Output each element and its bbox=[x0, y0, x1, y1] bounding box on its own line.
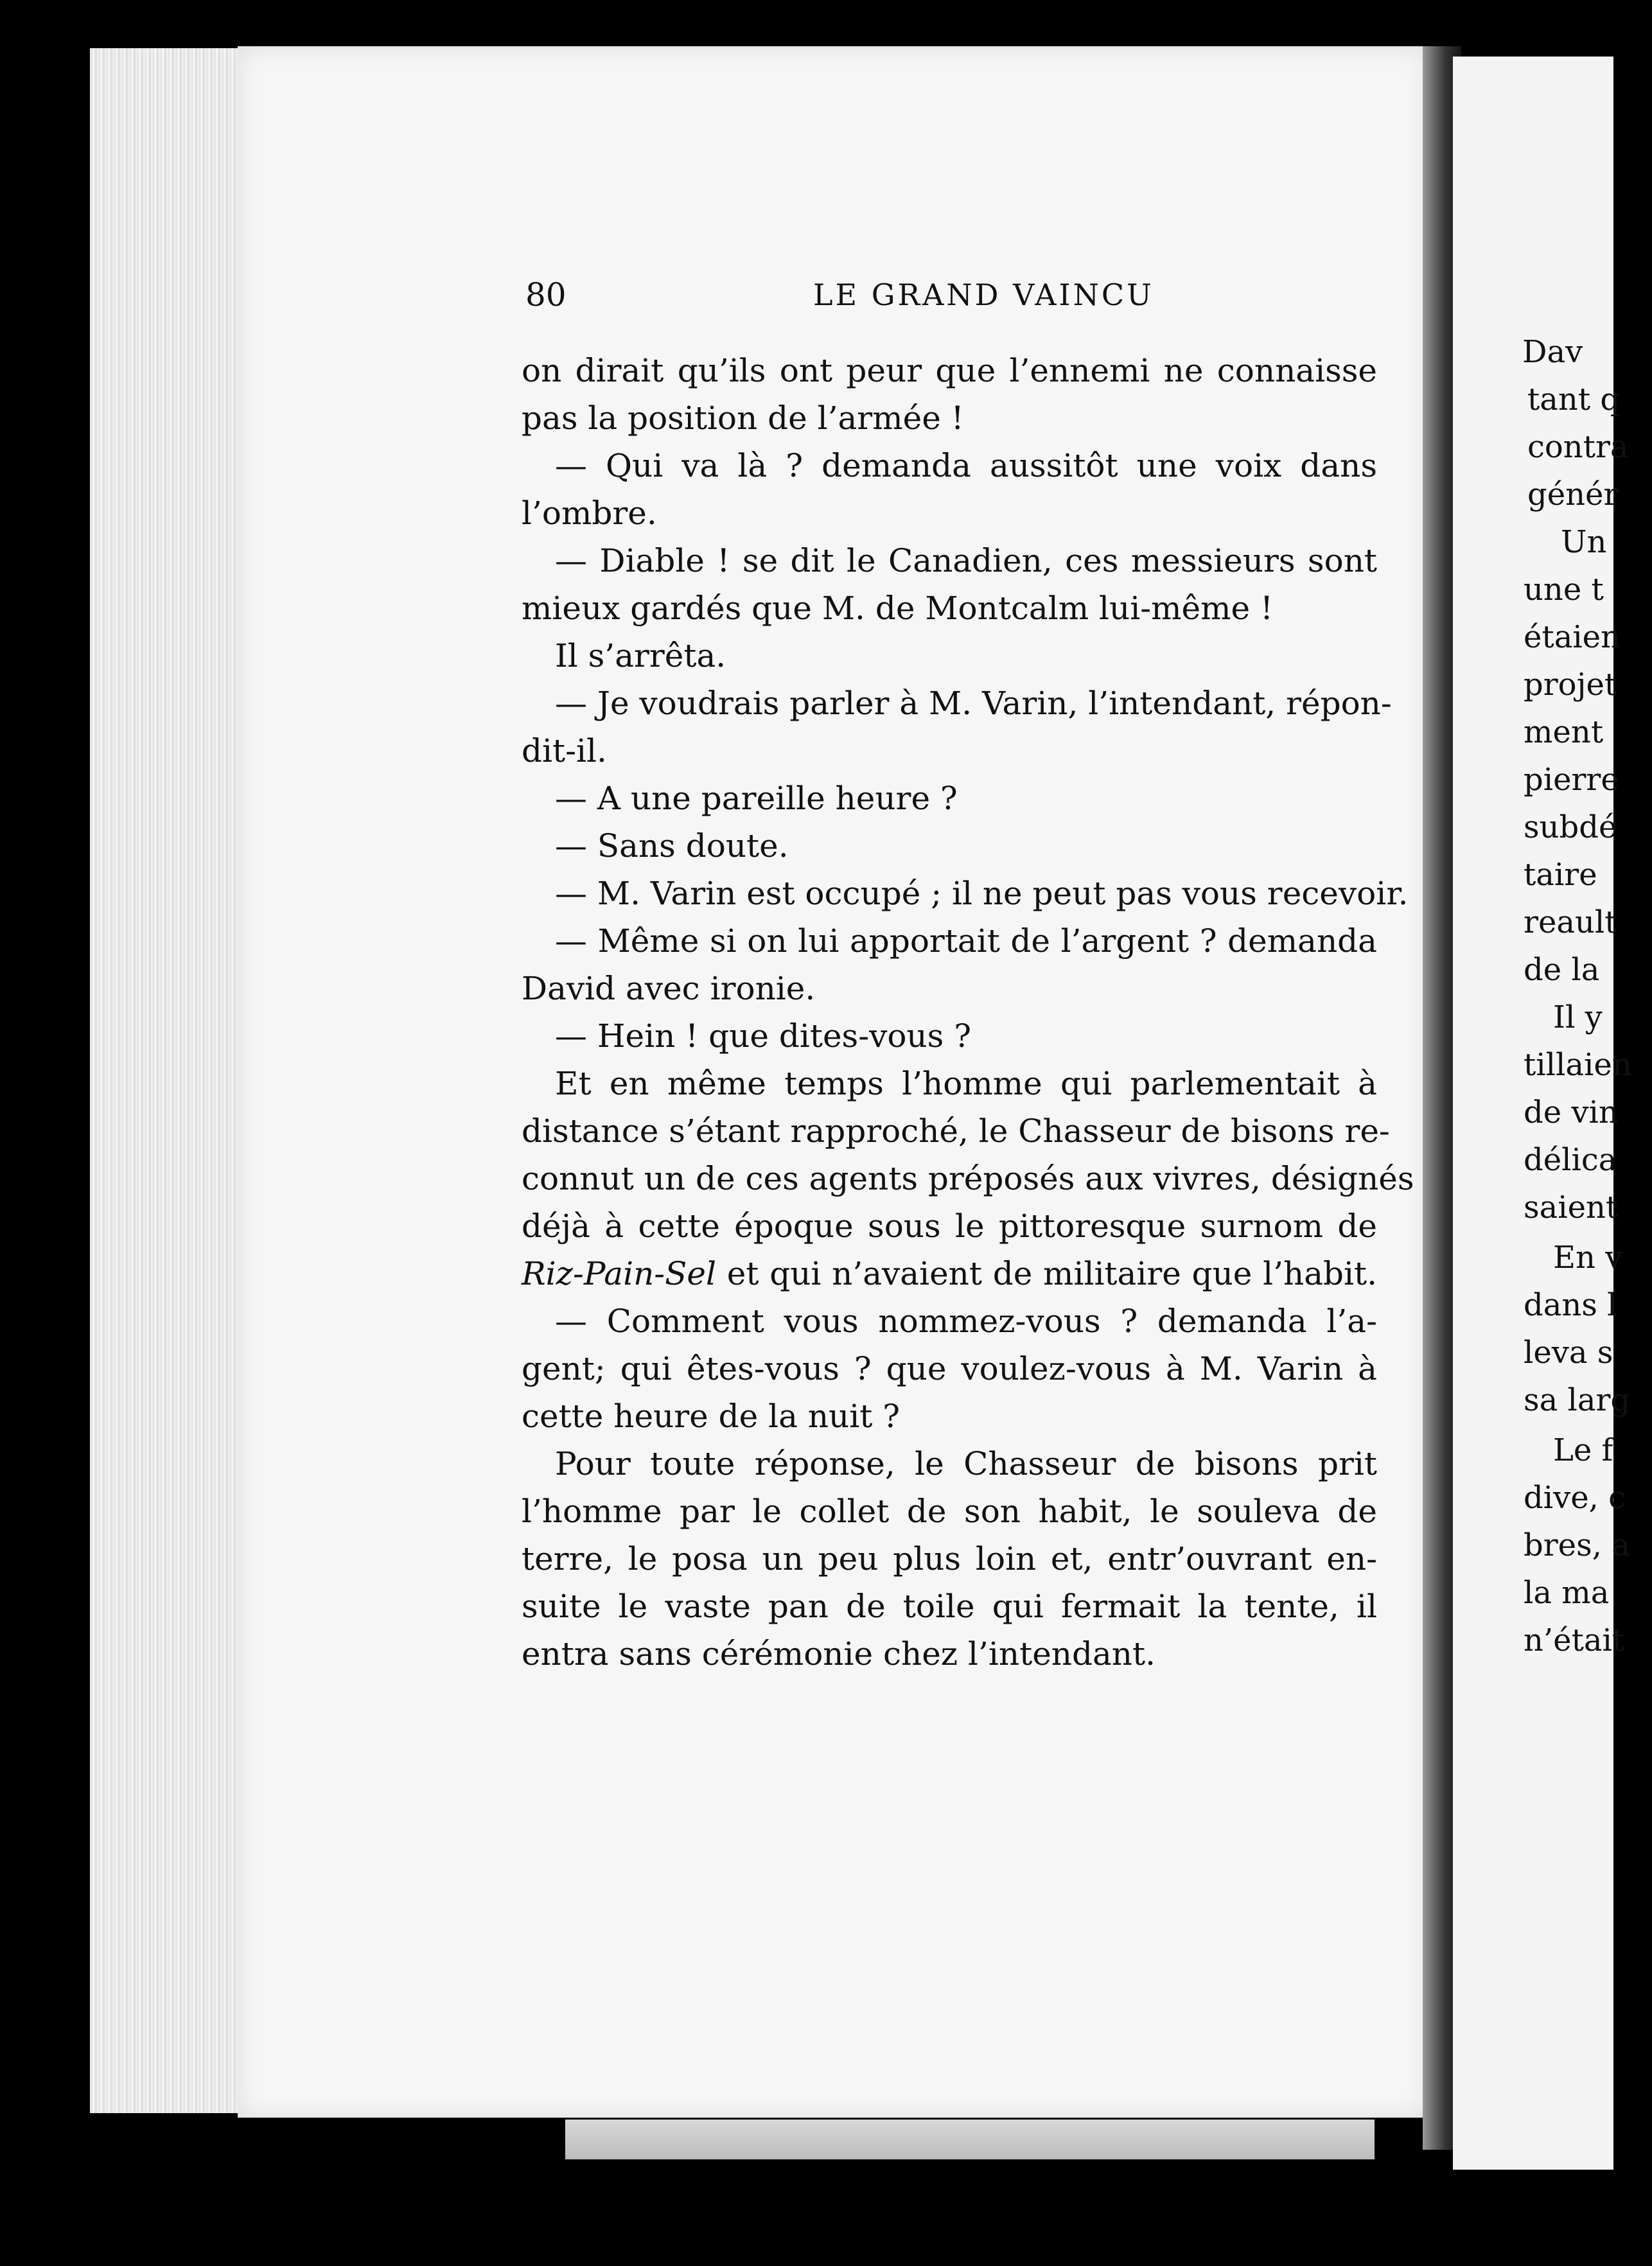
text-line: terre, le posa un peu plus loin et, entr’ouvrant en- bbox=[522, 1540, 1377, 1577]
text-fragment: et qui n’avaient de militaire que l’habit. bbox=[726, 1255, 1377, 1292]
right-fragment: ment bbox=[1524, 714, 1604, 750]
text-line: — Diable ! se dit le Canadien, ces messieurs sont bbox=[555, 542, 1377, 579]
right-fragment: En v bbox=[1553, 1240, 1623, 1276]
text-line: suite le vaste pan de toile qui fermait la tente, il bbox=[522, 1588, 1377, 1625]
text-line: cette heure de la nuit ? bbox=[522, 1398, 901, 1435]
right-fragment: bres, a bbox=[1524, 1527, 1630, 1563]
right-fragment: délica bbox=[1524, 1142, 1617, 1178]
text-line: — M. Varin est occupé ; il ne peut pas vous recevoir. bbox=[555, 875, 1409, 912]
text-line: connut un de ces agents préposés aux vivres, désignés bbox=[522, 1160, 1414, 1197]
right-fragment: la ma bbox=[1524, 1575, 1610, 1611]
right-fragment: Le f bbox=[1553, 1432, 1613, 1468]
right-fragment: Un bbox=[1561, 524, 1607, 560]
right-fragment: de vin bbox=[1524, 1094, 1619, 1130]
text-line: déjà à cette époque sous le pittoresque surnom de bbox=[522, 1208, 1377, 1245]
text-line: — Même si on lui apportait de l’argent ? demanda bbox=[555, 922, 1377, 960]
text-line: l’ombre. bbox=[522, 495, 657, 532]
text-line: — Comment vous nommez-vous ? demanda l’a- bbox=[555, 1303, 1377, 1340]
right-fragment: n’était bbox=[1524, 1622, 1625, 1658]
text-line: — Qui va là ? demanda aussitôt une voix dans bbox=[555, 447, 1377, 484]
right-fragment: saient bbox=[1524, 1190, 1619, 1225]
text-line: mieux gardés que M. de Montcalm lui-même ! bbox=[522, 590, 1274, 627]
right-fragment: sa larg bbox=[1524, 1382, 1631, 1418]
right-fragment: contra bbox=[1527, 429, 1629, 465]
right-fragment: leva s bbox=[1524, 1335, 1613, 1371]
right-fragment: étaien bbox=[1524, 619, 1621, 655]
text-line: Et en même temps l’homme qui parlementait à bbox=[555, 1065, 1377, 1102]
page-edge-stack bbox=[90, 48, 257, 2113]
right-fragment: de la bbox=[1524, 952, 1600, 988]
right-fragment: taire bbox=[1524, 857, 1597, 893]
text-line: distance s’étant rapproché, le Chasseur de bisons re- bbox=[522, 1112, 1390, 1150]
right-fragment: subdé bbox=[1524, 809, 1617, 845]
body-text bbox=[522, 347, 1414, 1678]
right-fragment: tant q bbox=[1527, 382, 1621, 417]
right-fragment: dans l bbox=[1524, 1287, 1617, 1323]
text-line: — Sans doute. bbox=[555, 827, 789, 865]
text-line: on dirait qu’ils ont peur que l’ennemi ne connaisse bbox=[522, 352, 1377, 389]
right-fragment: pierre bbox=[1524, 762, 1619, 798]
right-fragment: Dav bbox=[1522, 334, 1583, 370]
right-fragment: tillaien bbox=[1524, 1047, 1632, 1083]
text-line: — A une pareille heure ? bbox=[555, 780, 958, 817]
right-fragment: projet bbox=[1524, 667, 1617, 703]
right-fragment: une t bbox=[1524, 572, 1604, 608]
text-line: entra sans cérémonie chez l’intendant. bbox=[522, 1635, 1156, 1673]
italic-term: Riz-Pain-Sel bbox=[522, 1255, 717, 1292]
text-line: — Je voudrais parler à M. Varin, l’intendant, répon- bbox=[555, 685, 1392, 722]
text-line: Il s’arrêta. bbox=[555, 637, 726, 674]
page-header bbox=[525, 276, 1380, 321]
text-line: pas la position de l’armée ! bbox=[522, 400, 964, 437]
text-line: — Hein ! que dites-vous ? bbox=[555, 1017, 971, 1055]
text-line: dit-il. bbox=[522, 732, 607, 769]
right-fragment: Il y bbox=[1553, 999, 1603, 1035]
right-fragment: dive, c bbox=[1524, 1480, 1626, 1516]
page-bottom-edge bbox=[565, 2120, 1375, 2159]
text-line: Pour toute réponse, le Chasseur de bisons prit bbox=[555, 1445, 1377, 1482]
page-number: 80 bbox=[525, 276, 567, 313]
text-line bbox=[522, 1250, 1377, 1297]
text-line: gent; qui êtes-vous ? que voulez-vous à M. Varin à bbox=[522, 1350, 1377, 1387]
right-fragment: génér bbox=[1527, 477, 1619, 513]
text-line: David avec ironie. bbox=[522, 970, 816, 1007]
running-head: LE GRAND VAINCU bbox=[813, 277, 1154, 312]
right-fragment: reault bbox=[1524, 904, 1617, 940]
text-line: l’homme par le collet de son habit, le souleva de bbox=[522, 1493, 1377, 1530]
